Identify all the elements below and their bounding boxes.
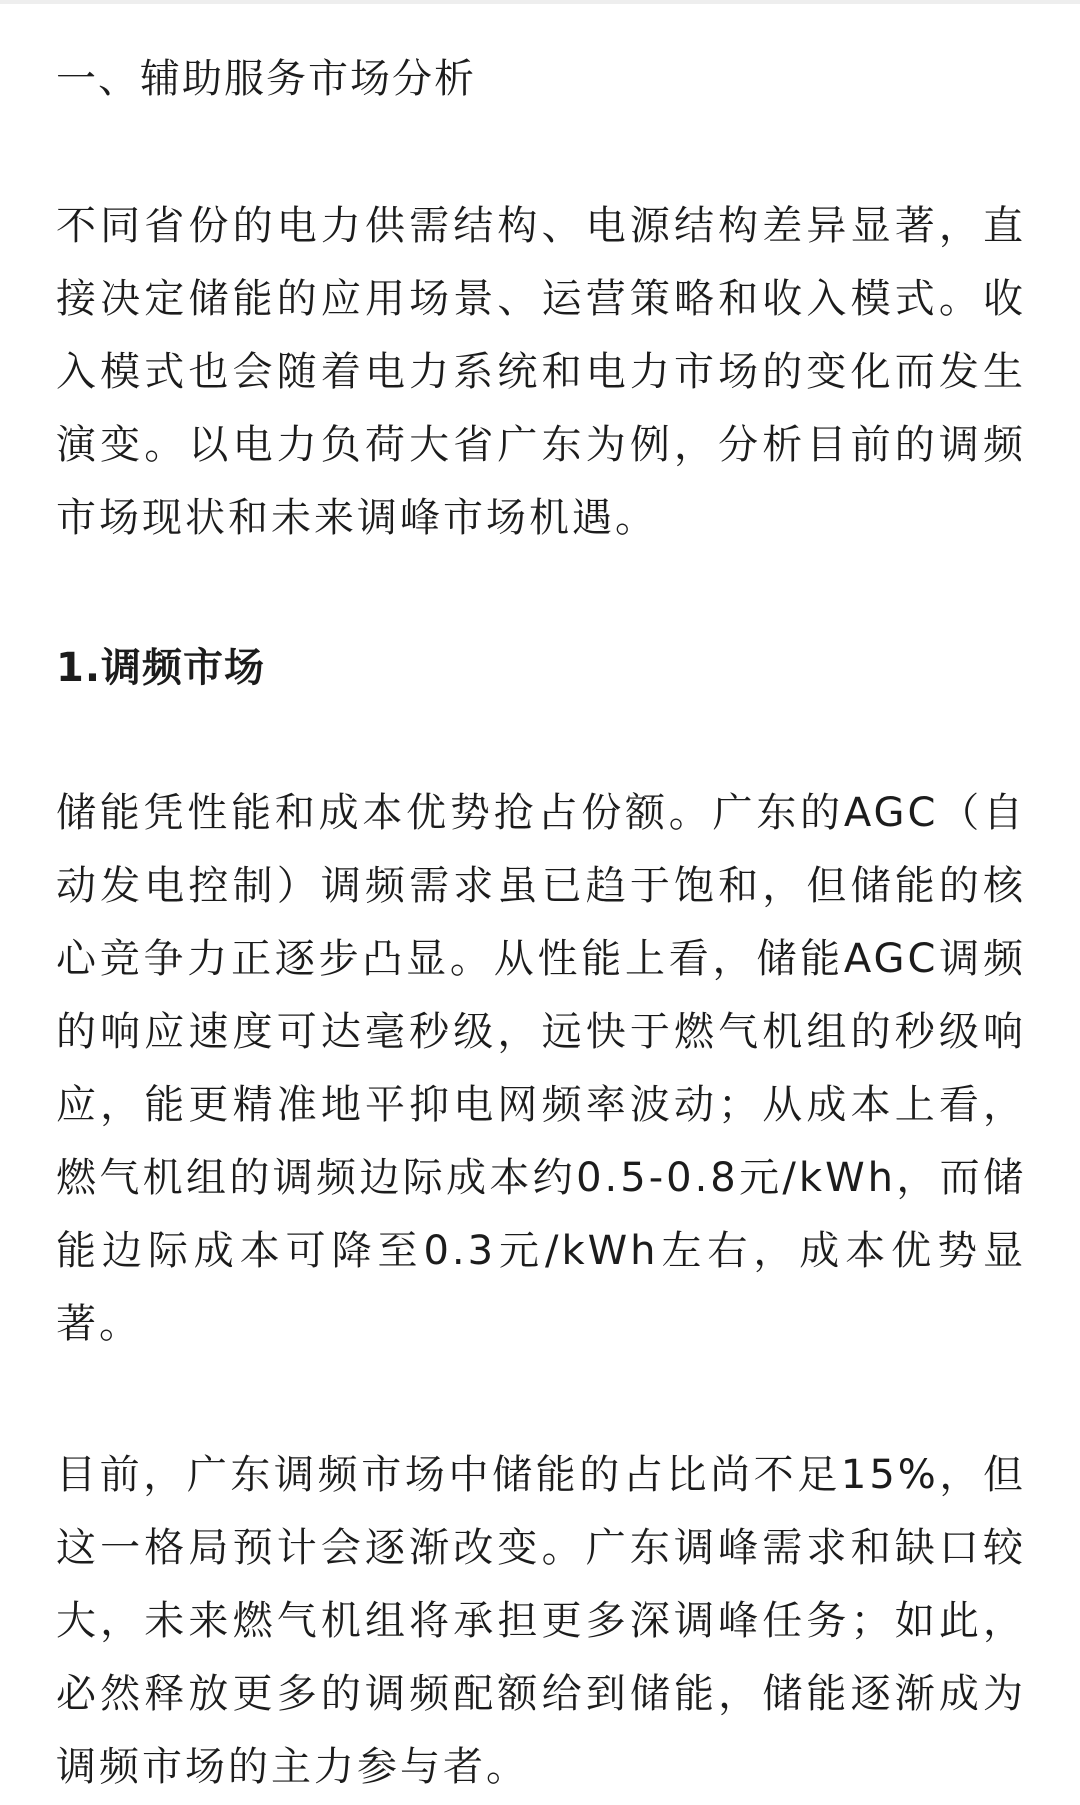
subsection-title: 1.调频市场: [56, 645, 266, 691]
article-body: [56, 44, 1026, 1804]
section-title: 一、辅助服务市场分析: [56, 56, 476, 102]
intro-paragraph: 不同省份的电力供需结构、电源结构差异显著，直接决定储能的应用场景、运营策略和收入模式。收入模式也会随着电力系统和电力市场的变化而发生演变。以电力负荷大省广东为例，分析目前的调频市场现状和未来调峰市场机遇。: [56, 203, 1026, 541]
paragraph-market-share: 目前，广东调频市场中储能的占比尚不足15%，但这一格局预计会逐渐改变。广东调峰需求和缺口较大，未来燃气机组将承担更多深调峰任务；如此，必然释放更多的调频配额给到储能，储能逐渐成为调频市场的主力参与者。: [56, 1452, 1026, 1790]
paragraph-performance-cost: 储能凭性能和成本优势抢占份额。广东的AGC（自动发电控制）调频需求虽已趋于饱和，但储能的核心竞争力正逐步凸显。从性能上看，储能AGC调频的响应速度可达毫秒级，远快于燃气机组的秒级响应，能更精准地平抑电网频率波动；从成本上看，燃气机组的调频边际成本约0.5-0.8元/kWh，而储能边际成本可降至0.3元/kWh左右，成本优势显著。: [56, 790, 1026, 1347]
top-divider: [0, 0, 1080, 4]
